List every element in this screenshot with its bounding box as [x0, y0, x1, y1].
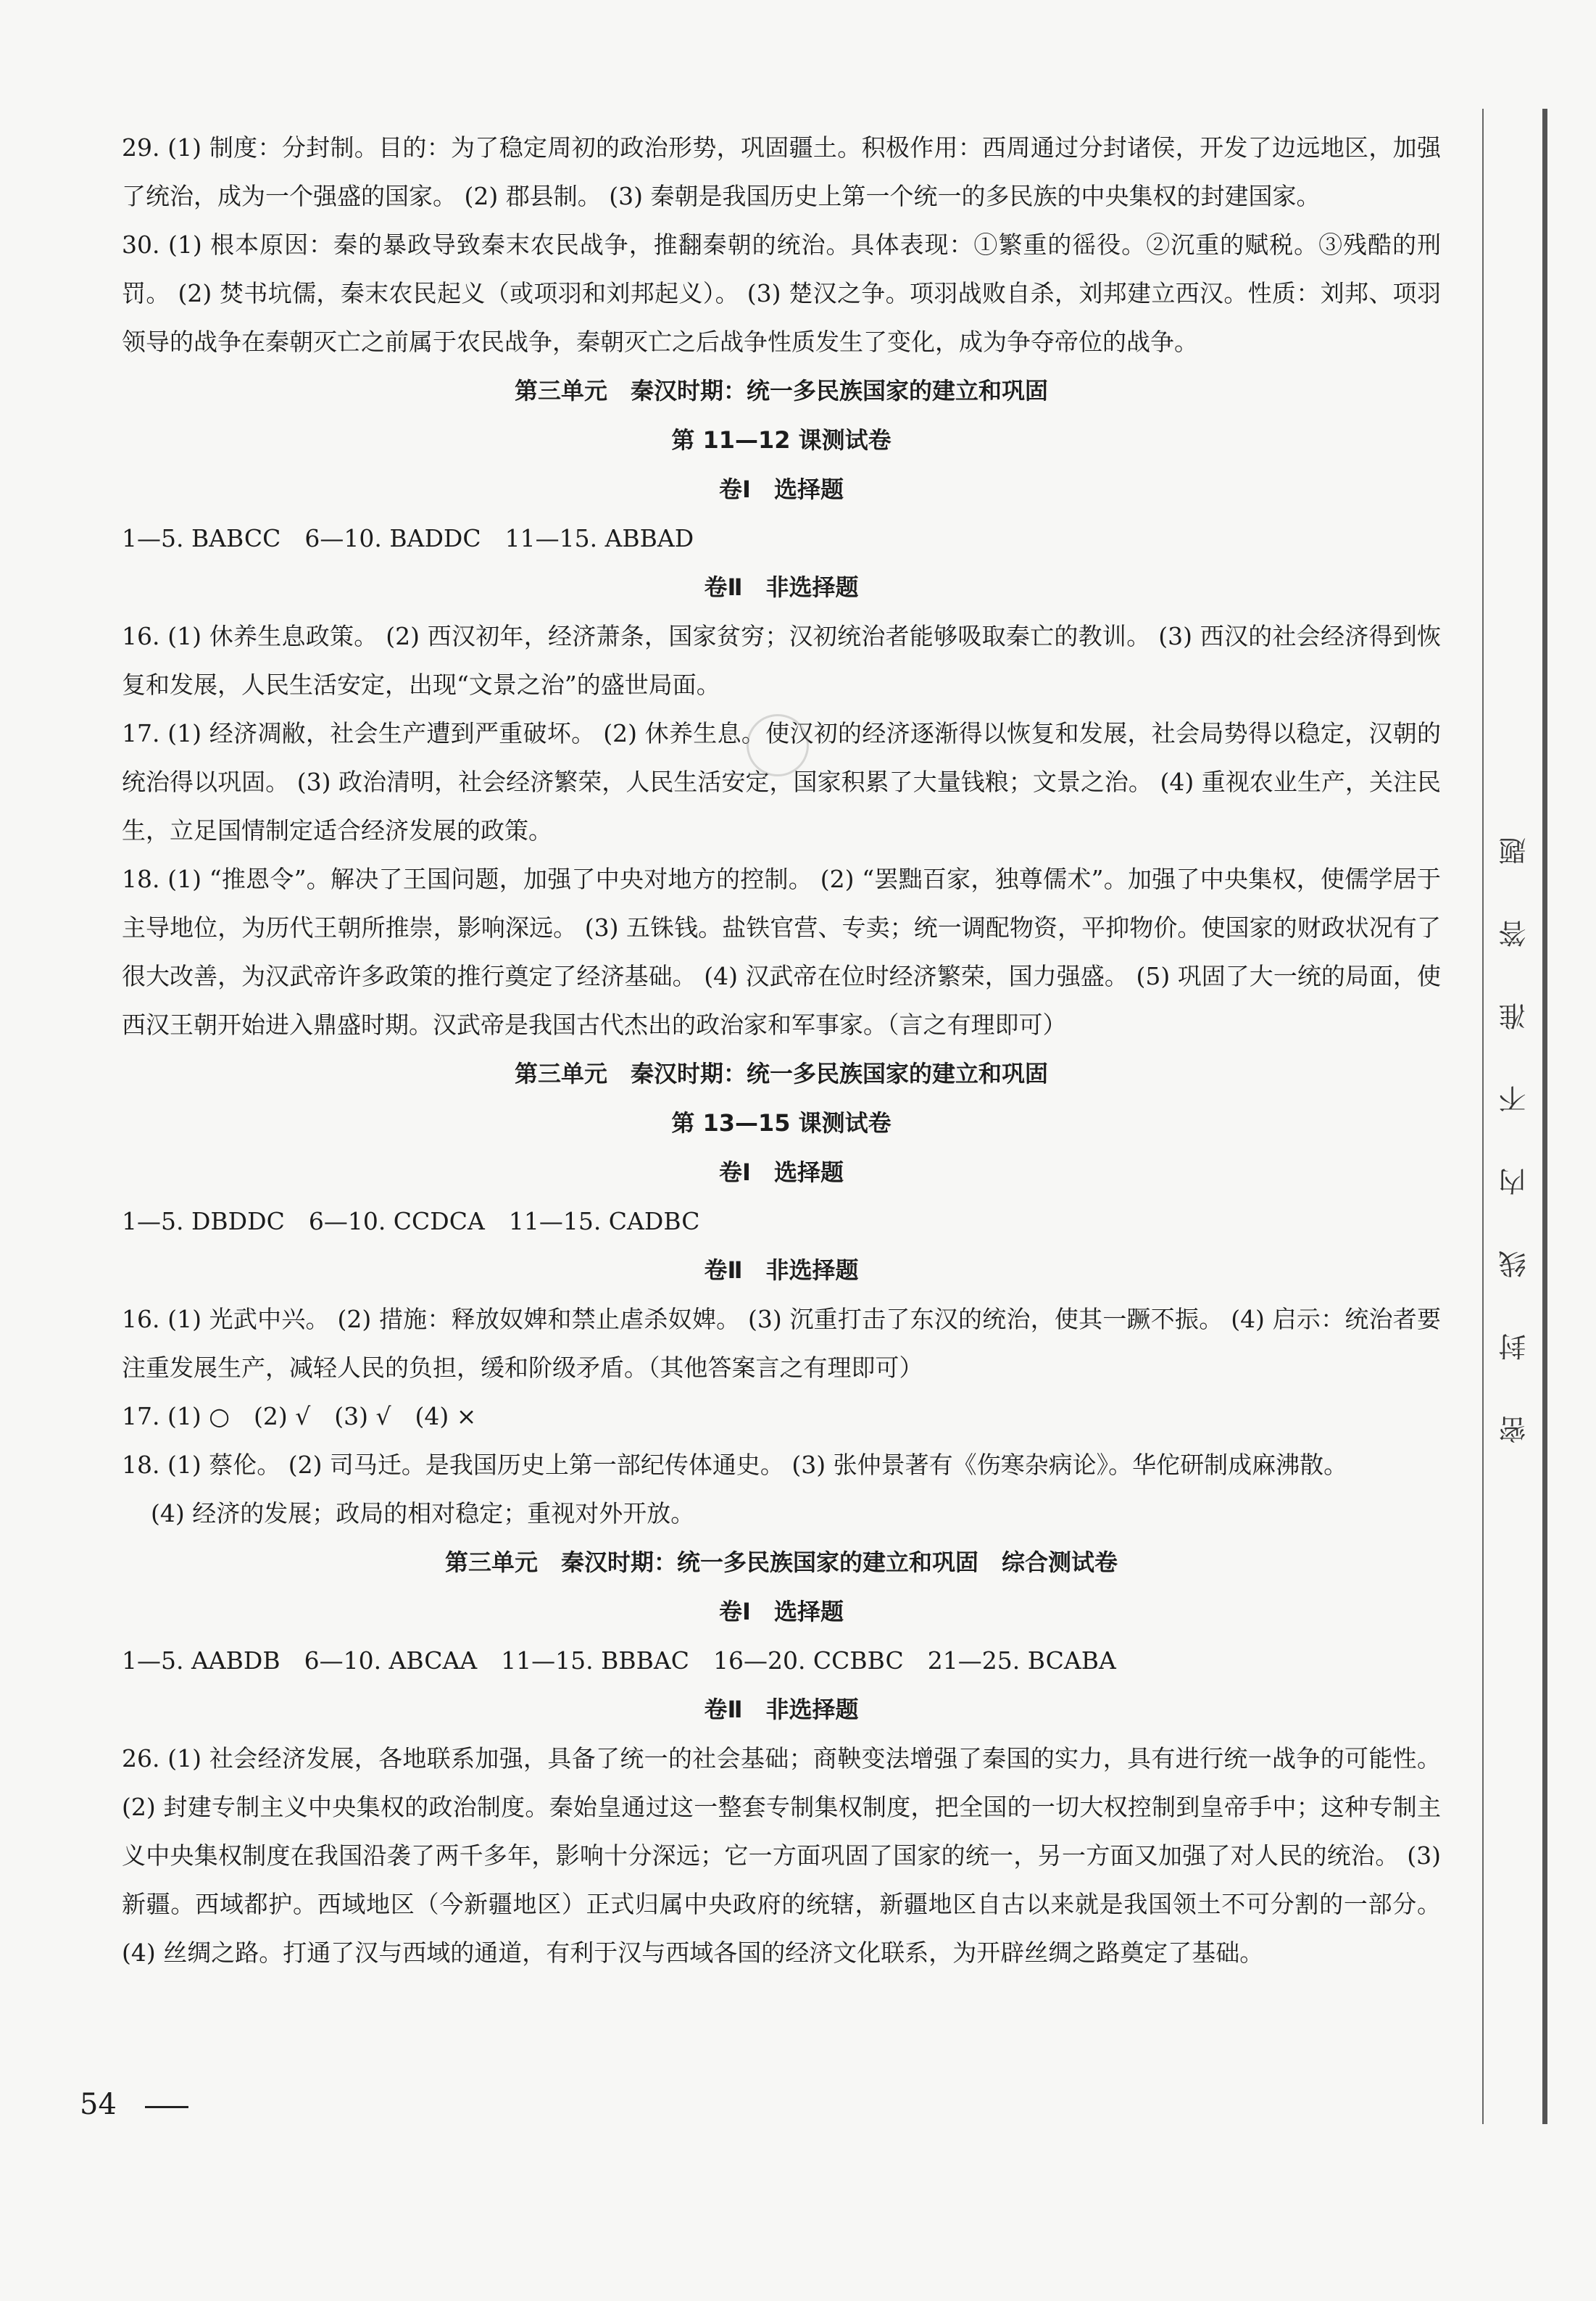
choice-answers-2: 1—5. DBDDC 6—10. CCDCA 11—15. CADBC	[122, 1207, 700, 1235]
part2-heading-3: 卷Ⅱ 非选择题	[704, 1696, 859, 1723]
unit-heading-3: 第三单元 秦汉时期：统一多民族国家的建立和巩固 综合测试卷	[444, 1548, 1118, 1576]
part1-heading-2: 卷Ⅰ 选择题	[719, 1158, 844, 1186]
answer-17-s1: 17. (1) 经济凋敝，社会生产遭到严重破坏。 (2) 休养生息。使汉初的经济逐渐得以恢复和发展，社会局势得以稳定，汉朝的统治得以巩固。 (3) 政治清明，社会经济繁荣，人民生活安定，国家积累了大量钱粮；文景之治。 (4) 重视农业生产，关注民生，立足国情制定适合经济发展的政策。	[122, 719, 1441, 845]
choice-answers-1: 1—5. BABCC 6—10. BADDC 11—15. ABBAD	[122, 524, 694, 552]
seal-line-notice: 密封线内不准答题	[1499, 782, 1531, 1443]
binding-line-thick	[1542, 109, 1547, 2124]
page-number: 54	[80, 2088, 117, 2121]
test-title-1: 第 11—12 课测试卷	[671, 426, 891, 454]
answer-29: 29. (1) 制度：分封制。目的：为了稳定周初的政治形势，巩固疆土。积极作用：西周通过分封诸侯，开发了边远地区，加强了统治，成为一个强盛的国家。 (2) 郡县制。 (3) 秦朝是我国历史上第一个统一的多民族的中央集权的封建国家。	[122, 133, 1441, 210]
part1-heading-1: 卷Ⅰ 选择题	[719, 476, 844, 503]
answer-26-s3: 26. (1) 社会经济发展，各地联系加强，具备了统一的社会基础；商鞅变法增强了秦国的实力，具有进行统一战争的可能性。 (2) 封建专制主义中央集权的政治制度。秦始皇通过这一整套专制集权制度，把全国的一切大权控制到皇帝手中；这种专制主义中央集权制度在我国沿袭了两千多年，影响十分深远；它一方面巩固了国家的统一，另一方面又加强了对人民的统治。 (3) 新疆。西域都护。西域地区（今新疆地区）正式归属中央政府的统辖，新疆地区自古以来就是我国领土不可分割的一部分。 (4) 丝绸之路。打通了汉与西域的通道，有利于汉与西域各国的经济文化联系，为开辟丝绸之路奠定了基础。	[122, 1744, 1441, 1967]
part2-heading-2: 卷Ⅱ 非选择题	[704, 1256, 859, 1284]
part2-heading-1: 卷Ⅱ 非选择题	[704, 573, 859, 601]
answer-page-content	[122, 123, 1441, 1977]
test-title-2: 第 13—15 课测试卷	[671, 1109, 891, 1137]
unit-heading-1: 第三单元 秦汉时期：统一多民族国家的建立和巩固	[514, 377, 1048, 405]
faint-stamp-mark	[747, 714, 809, 776]
answer-17-s2: 17. (1) ○ (2) √ (3) √ (4) ×	[122, 1402, 477, 1430]
unit-heading-2: 第三单元 秦汉时期：统一多民族国家的建立和巩固	[514, 1060, 1048, 1087]
binding-line-thin	[1482, 109, 1484, 2124]
answer-30: 30. (1) 根本原因：秦的暴政导致秦末农民战争，推翻秦朝的统治。具体表现：①繁重的徭役。②沉重的赋税。③残酷的刑罚。 (2) 焚书坑儒，秦末农民起义（或项羽和刘邦起义）。 (3) 楚汉之争。项羽战败自杀，刘邦建立西汉。性质：刘邦、项羽领导的战争在秦朝灭亡之前属于农民战争，秦朝灭亡之后战争性质发生了变化，成为争夺帝位的战争。	[122, 231, 1441, 356]
page-number-dash	[145, 2106, 188, 2108]
answer-16-s2: 16. (1) 光武中兴。 (2) 措施：释放奴婢和禁止虐杀奴婢。 (3) 沉重打击了东汉的统治，使其一蹶不振。 (4) 启示：统治者要注重发展生产，减轻人民的负担，缓和阶级矛盾。（其他答案言之有理即可）	[122, 1305, 1441, 1382]
answer-18-s2-part4: (4) 经济的发展；政局的相对稳定；重视对外开放。	[151, 1499, 695, 1527]
answer-18-s2: 18. (1) 蔡伦。 (2) 司马迁。是我国历史上第一部纪传体通史。 (3) 张仲景著有《伤寒杂病论》。华佗研制成麻沸散。	[122, 1451, 1348, 1479]
answer-16-s1: 16. (1) 休养生息政策。 (2) 西汉初年，经济萧条，国家贫穷；汉初统治者能够吸取秦亡的教训。 (3) 西汉的社会经济得到恢复和发展，人民生活安定，出现“文景之治”的盛世局面。	[122, 622, 1441, 699]
part1-heading-3: 卷Ⅰ 选择题	[719, 1598, 844, 1625]
answer-18-s1: 18. (1) “推恩令”。解决了王国问题，加强了中央对地方的控制。 (2) “罢黜百家，独尊儒术”。加强了中央集权，使儒学居于主导地位，为历代王朝所推崇，影响深远。 (3) 五铢钱。盐铁官营、专卖；统一调配物资，平抑物价。使国家的财政状况有了很大改善，为汉武帝许多政策的推行奠定了经济基础。 (4) 汉武帝在位时经济繁荣，国力强盛。 (5) 巩固了大一统的局面，使西汉王朝开始进入鼎盛时期。汉武帝是我国古代杰出的政治家和军事家。（言之有理即可）	[122, 865, 1441, 1039]
choice-answers-3: 1—5. AABDB 6—10. ABCAA 11—15. BBBAC 16—20. CCBBC 21—25. BCABA	[122, 1646, 1116, 1675]
